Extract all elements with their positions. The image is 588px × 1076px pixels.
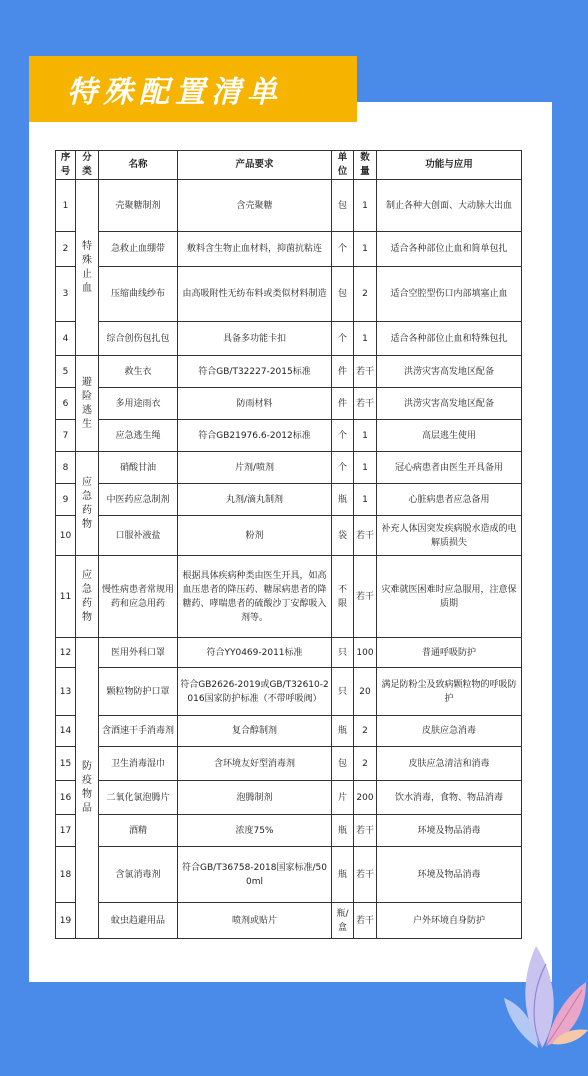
row-requirement: 敷料含生物止血材料，抑菌抗粘连	[178, 232, 332, 267]
row-function: 洪涝灾害高发地区配备	[377, 356, 522, 388]
row-seq: 13	[56, 668, 76, 716]
row-quantity: 若干	[354, 903, 377, 939]
table-row	[56, 903, 522, 939]
row-unit: 件	[332, 356, 354, 388]
row-name: 二氧化氯泡腾片	[99, 781, 178, 815]
row-name: 蚊虫趋避用品	[99, 903, 178, 939]
table-row	[56, 484, 522, 516]
row-quantity: 若干	[354, 356, 377, 388]
header-category: 分类	[76, 151, 99, 180]
row-name: 壳聚糖制剂	[99, 180, 178, 232]
row-quantity: 2	[354, 716, 377, 747]
row-quantity: 1	[354, 232, 377, 267]
row-function: 环境及物品消毒	[377, 847, 522, 903]
row-requirement: 粉剂	[178, 516, 332, 556]
row-name: 医用外科口罩	[99, 638, 178, 668]
row-seq: 3	[56, 267, 76, 322]
table-row	[56, 267, 522, 322]
row-requirement: 泡腾制剂	[178, 781, 332, 815]
row-seq: 8	[56, 452, 76, 484]
table-row	[56, 232, 522, 267]
row-quantity: 若干	[354, 388, 377, 420]
category-cell: 应急药物	[76, 452, 99, 556]
row-requirement: 浓度75%	[178, 815, 332, 847]
category-cell: 防疫物品	[76, 638, 99, 939]
row-quantity: 2	[354, 747, 377, 781]
row-function: 皮肤应急清洁和消毒	[377, 747, 522, 781]
row-name: 卫生消毒湿巾	[99, 747, 178, 781]
flower-decoration	[502, 940, 588, 1050]
category-cell: 避险逃生	[76, 356, 99, 452]
header-unit: 单位	[332, 151, 354, 180]
row-requirement: 片剂/喷剂	[178, 452, 332, 484]
row-seq: 6	[56, 388, 76, 420]
row-unit: 只	[332, 638, 354, 668]
table-row	[56, 388, 522, 420]
row-quantity: 若干	[354, 516, 377, 556]
row-seq: 7	[56, 420, 76, 452]
row-function: 适合各种部位止血和特殊包扎	[377, 322, 522, 356]
row-requirement: 符合GB21976.6-2012标准	[178, 420, 332, 452]
row-name: 中医药应急制剂	[99, 484, 178, 516]
row-seq: 5	[56, 356, 76, 388]
row-quantity: 1	[354, 452, 377, 484]
row-quantity: 1	[354, 180, 377, 232]
table-row	[56, 668, 522, 716]
table-row	[56, 180, 522, 232]
row-name: 多用途雨衣	[99, 388, 178, 420]
row-requirement: 符合YY0469-2011标准	[178, 638, 332, 668]
row-function: 制止各种大创面、大动脉大出血	[377, 180, 522, 232]
row-name: 救生衣	[99, 356, 178, 388]
row-name: 应急逃生绳	[99, 420, 178, 452]
table-row	[56, 716, 522, 747]
row-unit: 瓶	[332, 847, 354, 903]
row-unit: 个	[332, 452, 354, 484]
row-requirement: 含环境友好型消毒剂	[178, 747, 332, 781]
page-title: 特殊配置清单	[67, 75, 283, 110]
row-function: 适合空腔型伤口内部填塞止血	[377, 267, 522, 322]
row-requirement: 丸剂/滴丸制剂	[178, 484, 332, 516]
table-row	[56, 452, 522, 484]
row-name: 硝酸甘油	[99, 452, 178, 484]
title-banner	[29, 56, 357, 122]
row-requirement: 符合GB/T36758-2018国家标准/500ml	[178, 847, 332, 903]
row-name: 压缩曲线纱布	[99, 267, 178, 322]
row-name: 慢性病患者常规用药和应急用药	[99, 556, 178, 638]
row-unit: 个	[332, 420, 354, 452]
row-function: 洪涝灾害高发地区配备	[377, 388, 522, 420]
row-function: 普通呼吸防护	[377, 638, 522, 668]
row-unit: 瓶	[332, 815, 354, 847]
row-quantity: 若干	[354, 815, 377, 847]
row-requirement: 含壳聚糖	[178, 180, 332, 232]
row-unit: 个	[332, 322, 354, 356]
row-quantity: 若干	[354, 847, 377, 903]
table-row	[56, 322, 522, 356]
row-seq: 9	[56, 484, 76, 516]
row-function: 心脏病患者应急备用	[377, 484, 522, 516]
category-cell: 特殊止血	[76, 180, 99, 356]
row-quantity: 200	[354, 781, 377, 815]
row-unit: 瓶	[332, 716, 354, 747]
row-function: 冠心病患者由医生开具备用	[377, 452, 522, 484]
row-seq: 11	[56, 556, 76, 638]
row-requirement: 根据具体疾病种类由医生开具，如高血压患者的降压药、糖尿病患者的降糖药、哮喘患者的硫酸沙丁安醇吸入剂等。	[178, 556, 332, 638]
row-quantity: 1	[354, 420, 377, 452]
row-function: 满足防粉尘及致病颗粒物的呼吸防护	[377, 668, 522, 716]
row-seq: 14	[56, 716, 76, 747]
row-requirement: 由高吸附性无纺布料或类似材料制造	[178, 267, 332, 322]
row-name: 综合创伤包扎包	[99, 322, 178, 356]
equipment-table	[55, 150, 522, 939]
row-unit: 瓶	[332, 484, 354, 516]
row-requirement: 喷剂或贴片	[178, 903, 332, 939]
row-seq: 4	[56, 322, 76, 356]
row-seq: 15	[56, 747, 76, 781]
row-unit: 袋	[332, 516, 354, 556]
row-requirement: 防雨材料	[178, 388, 332, 420]
table-row	[56, 420, 522, 452]
table-row	[56, 516, 522, 556]
row-name: 口服补液盐	[99, 516, 178, 556]
table-row	[56, 847, 522, 903]
table-row	[56, 781, 522, 815]
table-row	[56, 556, 522, 638]
row-unit: 瓶/盒	[332, 903, 354, 939]
table-row	[56, 356, 522, 388]
header-function: 功能与应用	[377, 151, 522, 180]
row-seq: 12	[56, 638, 76, 668]
row-name: 急救止血绷带	[99, 232, 178, 267]
row-seq: 1	[56, 180, 76, 232]
header-quantity: 数量	[354, 151, 377, 180]
row-quantity: 2	[354, 267, 377, 322]
row-function: 皮肤应急消毒	[377, 716, 522, 747]
header-requirement: 产品要求	[178, 151, 332, 180]
row-quantity: 1	[354, 484, 377, 516]
table-row	[56, 815, 522, 847]
row-quantity: 若干	[354, 556, 377, 638]
row-name: 含氯消毒剂	[99, 847, 178, 903]
row-unit: 件	[332, 388, 354, 420]
table-header-row	[56, 151, 522, 180]
row-function: 补充人体因突发疾病脱水造成的电解质损失	[377, 516, 522, 556]
category-cell: 应急药物	[76, 556, 99, 638]
row-unit: 片	[332, 781, 354, 815]
row-unit: 包	[332, 747, 354, 781]
row-function: 户外环境自身防护	[377, 903, 522, 939]
row-unit: 个	[332, 232, 354, 267]
row-quantity: 100	[354, 638, 377, 668]
row-requirement: 具备多功能卡扣	[178, 322, 332, 356]
row-name: 含酒速干手消毒剂	[99, 716, 178, 747]
row-seq: 19	[56, 903, 76, 939]
row-function: 适合各种部位止血和简单包扎	[377, 232, 522, 267]
row-seq: 10	[56, 516, 76, 556]
row-function: 高层逃生使用	[377, 420, 522, 452]
row-unit: 只	[332, 668, 354, 716]
row-unit: 包	[332, 180, 354, 232]
row-function: 饮水消毒，食物、物品消毒	[377, 781, 522, 815]
row-quantity: 20	[354, 668, 377, 716]
row-unit: 不限	[332, 556, 354, 638]
row-requirement: 符合GB/T32227-2015标准	[178, 356, 332, 388]
row-name: 酒精	[99, 815, 178, 847]
row-function: 灾难就医困难时应急服用，注意保质期	[377, 556, 522, 638]
row-requirement: 符合GB2626-2019或GB/T32610-2016国家防护标准（不带呼吸阀）	[178, 668, 332, 716]
row-seq: 2	[56, 232, 76, 267]
row-name: 颗粒物防护口罩	[99, 668, 178, 716]
row-requirement: 复合醇制剂	[178, 716, 332, 747]
header-seq: 序号	[56, 151, 76, 180]
table-row	[56, 747, 522, 781]
table-row	[56, 638, 522, 668]
row-unit: 包	[332, 267, 354, 322]
row-seq: 17	[56, 815, 76, 847]
row-seq: 16	[56, 781, 76, 815]
row-seq: 18	[56, 847, 76, 903]
header-name: 名称	[99, 151, 178, 180]
row-function: 环境及物品消毒	[377, 815, 522, 847]
row-quantity: 1	[354, 322, 377, 356]
